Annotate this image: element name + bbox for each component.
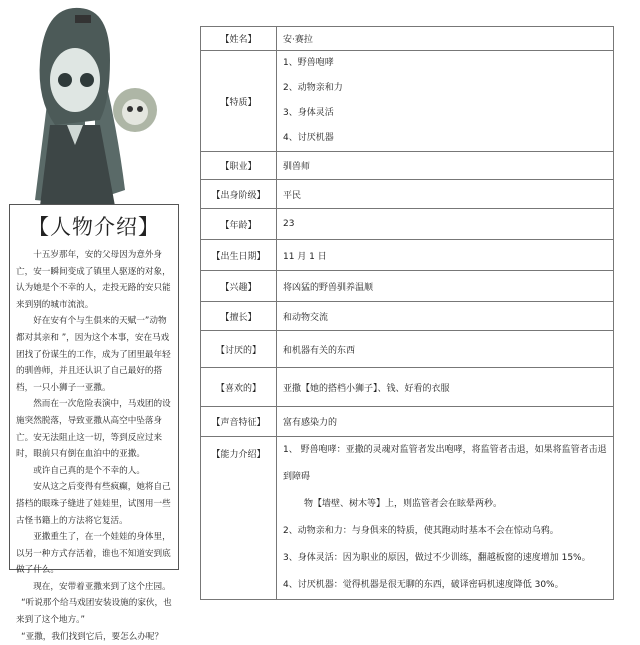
- row-class: [201, 180, 614, 209]
- label: 【职业】: [201, 152, 277, 180]
- intro-paragraph: 或许自己真的是个不幸的人。: [33, 465, 145, 476]
- value: 富有感染力的: [277, 407, 614, 437]
- row-traits: [201, 51, 614, 152]
- label: 【喜欢的】: [201, 368, 277, 407]
- trait-item: 1、野兽咆哮: [283, 58, 334, 68]
- value: 驯兽师: [277, 152, 614, 180]
- label: 【特质】: [201, 51, 277, 152]
- row-dislike: [201, 331, 614, 368]
- row-job: [201, 152, 614, 180]
- ability-item: 1、 野兽咆哮：亚撒的灵魂对监管者发出咆哮，将监管者击退，如果将监管者击退到障碍: [283, 445, 607, 482]
- intro-paragraph: 然而在一次危险表演中，马戏团的设施突然脱落，导致亚撒从高空中坠落身亡。安无法阻止这一切，等到反应过来时，眼前只有倒在血泊中的亚撒。: [16, 399, 171, 460]
- label: 【能力介绍】: [201, 437, 277, 600]
- value: 亚撒【她的搭档小狮子】、钱、好看的衣服: [277, 368, 614, 407]
- row-voice: [201, 407, 614, 437]
- row-abilities: [201, 437, 614, 600]
- label: 【姓名】: [201, 27, 277, 51]
- value: 和动物交流: [277, 302, 614, 331]
- ability-item: 物【墙壁、树木等】上，则监管者会在眩晕两秒。: [304, 499, 503, 509]
- row-birthday: [201, 240, 614, 271]
- intro-paragraph: 安从这之后变得有些疯癫，她将自己搭档的眼珠子缝进了娃娃里，试图用一些古怪书籍上的方法将它复活。: [16, 482, 171, 526]
- intro-title: 【人物介绍】: [28, 215, 160, 239]
- value: 和机器有关的东西: [277, 331, 614, 368]
- row-age: [201, 209, 614, 240]
- trait-item: 2、动物亲和力: [283, 83, 343, 93]
- label: 【兴趣】: [201, 271, 277, 302]
- value: 平民: [277, 180, 614, 209]
- ability-item: 3、身体灵活：因为职业的原因，做过不少训练，翻越板窗的速度增加 15%。: [283, 553, 591, 563]
- ability-item: 2、动物亲和力：与身俱来的特质，使其跑动时基本不会在惊动乌鸦。: [283, 526, 559, 536]
- label: 【讨厌的】: [201, 331, 277, 368]
- intro-quote: “亚撒，我们找到它后，要怎么办呢？: [21, 631, 164, 642]
- intro-paragraph: 好在安有个与生俱来的天赋一”动物都对其亲和 ”，因为这个本事，安在马戏团找了份谋生的工作，成为了团里最年轻的驯兽师，并且还认识了自己最好的搭档，一只小狮子一亚撒。: [16, 316, 171, 393]
- ability-item: 4、讨厌机器：觉得机器是很无聊的东西，破译密码机速度降低 30%。: [283, 580, 564, 590]
- value: 23: [277, 209, 614, 240]
- label: 【出身阶级】: [201, 180, 277, 209]
- row-name: [201, 27, 614, 51]
- label: 【擅长】: [201, 302, 277, 331]
- intro-paragraph: 现在，安带着亚撒来到了这个庄园。: [33, 581, 171, 592]
- profile-table: [200, 26, 614, 600]
- trait-item: 4、讨厌机器: [283, 133, 334, 143]
- trait-item: 3、身体灵活: [283, 108, 334, 118]
- value: 安·赛拉: [277, 27, 614, 51]
- intro-quote: “听说那个给马戏团安装设施的家伙，也来到了这个地方。”: [16, 598, 172, 626]
- character-portrait: [15, 0, 180, 206]
- value: 11 月 1 日: [277, 240, 614, 271]
- row-like: [201, 368, 614, 407]
- label: 【声音特征】: [201, 407, 277, 437]
- intro-paragraph: 十五岁那年，安的父母因为意外身亡，安一瞬间变成了镇里人驱逐的对象，认为她是个不幸的人，走投无路的安只能来到别的城市流浪。: [16, 250, 171, 310]
- label: 【出生日期】: [201, 240, 277, 271]
- row-skill: [201, 302, 614, 331]
- character-intro-box: [9, 204, 179, 642]
- row-hobby: [201, 271, 614, 302]
- value: 将凶猛的野兽驯养温顺: [277, 271, 614, 302]
- label: 【年龄】: [201, 209, 277, 240]
- intro-paragraph: 亚撒重生了，在一个娃娃的身体里，以另一种方式存活着，谁也不知道安到底做了什么。: [16, 532, 171, 576]
